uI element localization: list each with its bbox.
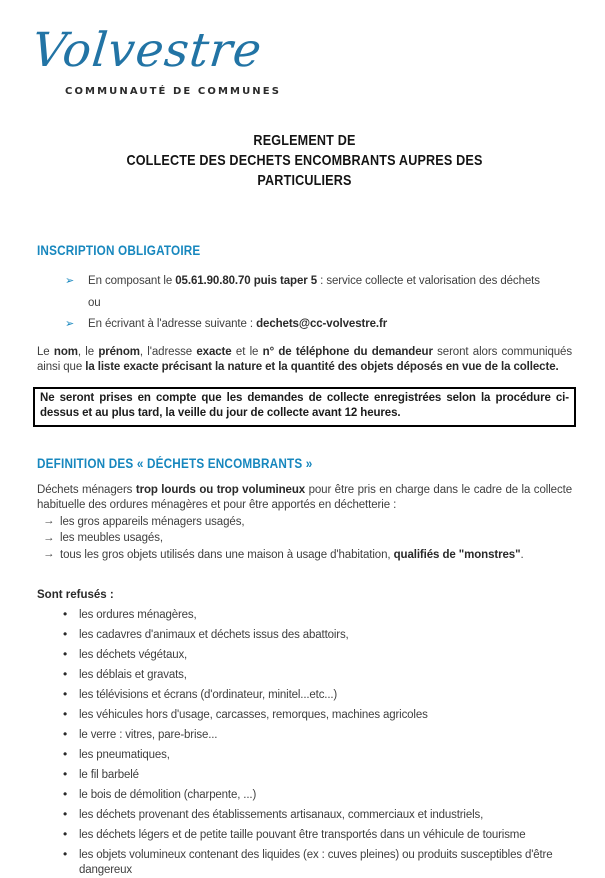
dot-bullet-icon: •	[63, 667, 68, 681]
list-item	[63, 808, 572, 823]
document-title-line1: REGLEMENT DE	[253, 132, 356, 149]
list-item	[63, 748, 572, 763]
dot-bullet-icon: •	[63, 647, 68, 661]
document-title-line2: COLLECTE DES DECHETS ENCOMBRANTS AUPRES DES PARTICULIERS	[126, 152, 483, 189]
list-item-text: tous les gros objets utilisés dans une maison à usage d'habitation, qualifiés de "monstres".	[60, 548, 524, 561]
list-item	[63, 668, 572, 683]
dot-bullet-icon: •	[63, 707, 68, 721]
list-item-text: les déchets provenant des établissements artisanaux, commerciaux et industriels,	[79, 809, 484, 821]
arrow-bullet-icon: ➢	[65, 318, 75, 330]
list-item-text: les déchets végétaux,	[79, 649, 188, 661]
list-item-phone	[65, 274, 572, 311]
list-item	[63, 768, 572, 783]
dot-bullet-icon: •	[63, 787, 68, 801]
list-item	[63, 828, 572, 843]
list-item-text: le verre : vitres, pare-brise...	[79, 729, 218, 741]
section-heading-inscription: INSCRIPTION OBLIGATOIRE	[37, 243, 201, 258]
list-item-email	[65, 317, 572, 333]
dot-bullet-icon: •	[63, 827, 68, 841]
list-item	[63, 628, 572, 643]
list-item	[63, 688, 572, 703]
list-item	[63, 788, 572, 803]
refused-label: Sont refusés :	[37, 589, 114, 601]
dot-bullet-icon: •	[63, 767, 68, 781]
list-item-text: les ordures ménagères,	[79, 609, 197, 621]
inscription-options-list	[37, 274, 572, 333]
list-item	[43, 548, 572, 564]
list-item-text: les véhicules hors d'usage, carcasses, remorques, machines agricoles	[79, 709, 428, 721]
dot-bullet-icon: •	[63, 807, 68, 821]
refused-items-list	[37, 608, 572, 878]
or-label: ou	[88, 296, 101, 309]
list-item-text: les télévisions et écrans (d'ordinateur, minitel...etc...)	[79, 689, 338, 701]
encombrants-list	[37, 515, 572, 564]
dot-bullet-icon: •	[63, 847, 68, 861]
list-item	[43, 515, 572, 531]
dash-arrow-icon: →	[43, 515, 55, 527]
dot-bullet-icon: •	[63, 727, 68, 741]
volvestre-logo: Volvestre	[29, 23, 265, 78]
list-item-text: les cadavres d'animaux et déchets issus des abattoirs,	[79, 629, 349, 641]
list-item-text: les pneumatiques,	[79, 749, 170, 761]
list-item-text: les objets volumineux contenant des liquides (ex : cuves pleines) ou produits susceptibles d'être dangereux	[79, 849, 553, 876]
list-item	[63, 848, 572, 878]
arrow-bullet-icon: ➢	[65, 275, 75, 287]
list-item	[63, 708, 572, 723]
list-item-text: les meubles usagés,	[60, 532, 163, 544]
list-item	[63, 608, 572, 623]
dot-bullet-icon: •	[63, 607, 68, 621]
inscription-paragraph: Le nom, le prénom, l'adresse exacte et le n° de téléphone du demandeur seront alors communiqués ainsi que la liste exacte précisant la nature et la quantité des objets déposés en vue de la collecte.	[37, 345, 572, 373]
list-item	[63, 648, 572, 663]
list-item-text: les déblais et gravats,	[79, 669, 187, 681]
dash-arrow-icon: →	[43, 531, 55, 544]
list-item-text: les gros appareils ménagers usagés,	[60, 515, 245, 528]
deadline-notice-box: Ne seront prises en compte que les demandes de collecte enregistrées selon la procédure ci-dessus et au plus tard, la veille du jour de collecte avant 12 heures.	[33, 387, 576, 427]
dot-bullet-icon: •	[63, 687, 68, 701]
logo-subtitle: COMMUNAUTÉ DE COMMUNES	[65, 86, 281, 97]
dot-bullet-icon: •	[63, 747, 68, 761]
dot-bullet-icon: •	[63, 627, 68, 641]
list-item-text: le bois de démolition (charpente, ...)	[79, 789, 257, 801]
list-item-text: les déchets légers et de petite taille pouvant être transportés dans un véhicule de tourisme	[79, 829, 526, 841]
dash-arrow-icon: →	[43, 548, 55, 560]
section-heading-definition: DEFINITION DES « DÉCHETS ENCOMBRANTS »	[37, 455, 313, 471]
email-option-text: En écrivant à l'adresse suivante : dechets@cc-volvestre.fr	[88, 318, 388, 330]
list-item	[63, 728, 572, 743]
list-item	[43, 531, 572, 547]
document-title	[80, 131, 529, 191]
list-item-text: le fil barbelé	[79, 769, 139, 781]
phone-option-text: En composant le 05.61.90.80.70 puis taper 5 : service collecte et valorisation des déchets	[88, 275, 540, 287]
definition-intro: Déchets ménagers trop lourds ou trop volumineux pour être pris en charge dans le cadre de la collecte habituelle des ordures ménagères et pour être apportés en déchetterie :	[37, 483, 573, 511]
logo-block	[29, 20, 572, 97]
